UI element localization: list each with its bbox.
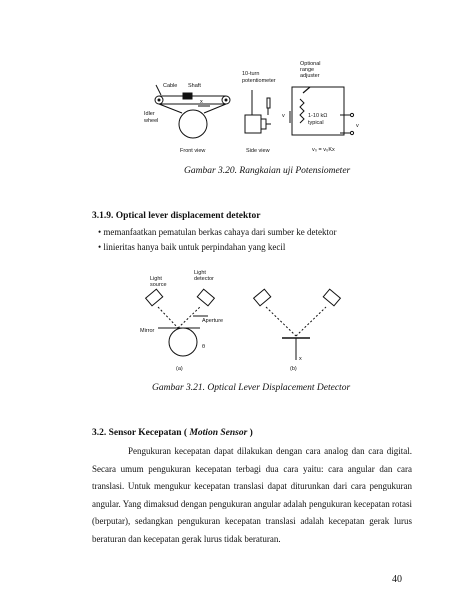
section-32-heading-italic: Motion Sensor xyxy=(187,428,248,438)
fig1-vo-label: v xyxy=(356,123,359,129)
section-319-heading: 3.1.9. Optical lever displacement detektor xyxy=(92,211,261,221)
fig1-vs-label: v xyxy=(282,113,285,119)
fig1-x-label: x xyxy=(200,99,203,105)
fig2-light-source-label-1: Light xyxy=(150,276,162,282)
fig1-range-label: range xyxy=(300,67,315,73)
fig1-wheel-label: wheel xyxy=(144,118,159,124)
section-32-paragraph: Pengukuran kecepatan dapat dilakukan dengan cara analog dan cara digital. Secara umum pengukuran kecepatan terbagi dua cara yaitu: cara angular dan cara translasi. Untuk mengukur kecepatan translasi dapat diturunkan dari cara pengukuran angular. Yang dimaksud dengan pengukuran angular adalah pengukuran kecepatan rotasi (berputar), sedangkan pengukuran kecepatan translasi adalah kecepatan gerak lurus beraturan dan kecepatan gerak lurus tidak beraturan. xyxy=(92,446,412,544)
fig2-mirror-label: Mirror xyxy=(140,328,155,334)
figure-optical-lever xyxy=(138,270,358,380)
fig2-aperture-label: Aperture xyxy=(202,318,224,324)
section-32-heading xyxy=(92,428,253,438)
figure2-caption: Gambar 3.21. Optical Lever Displacement Detector xyxy=(152,383,351,393)
section-32-heading-prefix: 3.2. Sensor Kecepatan ( xyxy=(92,428,188,438)
fig1-idler-label: Idler xyxy=(144,111,155,117)
fig1-front-view-label: Front view xyxy=(180,148,206,154)
fig1-ten-turn-label: 10-turn xyxy=(242,71,260,77)
fig2-theta-label: θ xyxy=(202,344,206,350)
bullet-item-2: • linieritas hanya baik untuk perpindahan yang kecil xyxy=(98,242,286,252)
fig2-light-source-label-2: source xyxy=(150,282,167,288)
fig1-resistance-label: 1-10 kΩ xyxy=(308,113,328,119)
figure1-caption: Gambar 3.20. Rangkaian uji Potensiometer xyxy=(184,166,351,176)
fig1-typical-label: typical xyxy=(308,120,324,126)
fig2-light-detector-label-2: detector xyxy=(194,276,214,282)
fig1-shaft-label: Shaft xyxy=(188,83,201,89)
bullet-item-1: • memanfaatkan pematulan berkas cahaya dari sumber ke detektor xyxy=(98,227,337,237)
fig1-formula-label: v₀ = v₀Kx xyxy=(312,147,335,153)
figure-potentiometer xyxy=(140,55,370,165)
page-number: 40 xyxy=(392,574,402,585)
fig1-adjuster-label: adjuster xyxy=(300,73,320,79)
fig1-potentiometer-label: potentiometer xyxy=(242,78,276,84)
fig1-optional-label: Optional xyxy=(300,61,321,67)
fig2-x-label: x xyxy=(299,356,302,362)
fig2-b-label: (b) xyxy=(290,366,297,372)
fig1-side-view-label: Side view xyxy=(246,148,270,154)
fig2-a-label: (a) xyxy=(176,366,183,372)
section-32-heading-suffix: ) xyxy=(247,428,253,438)
fig1-cable-label: Cable xyxy=(163,83,178,89)
fig2-light-detector-label-1: Light xyxy=(194,270,206,276)
